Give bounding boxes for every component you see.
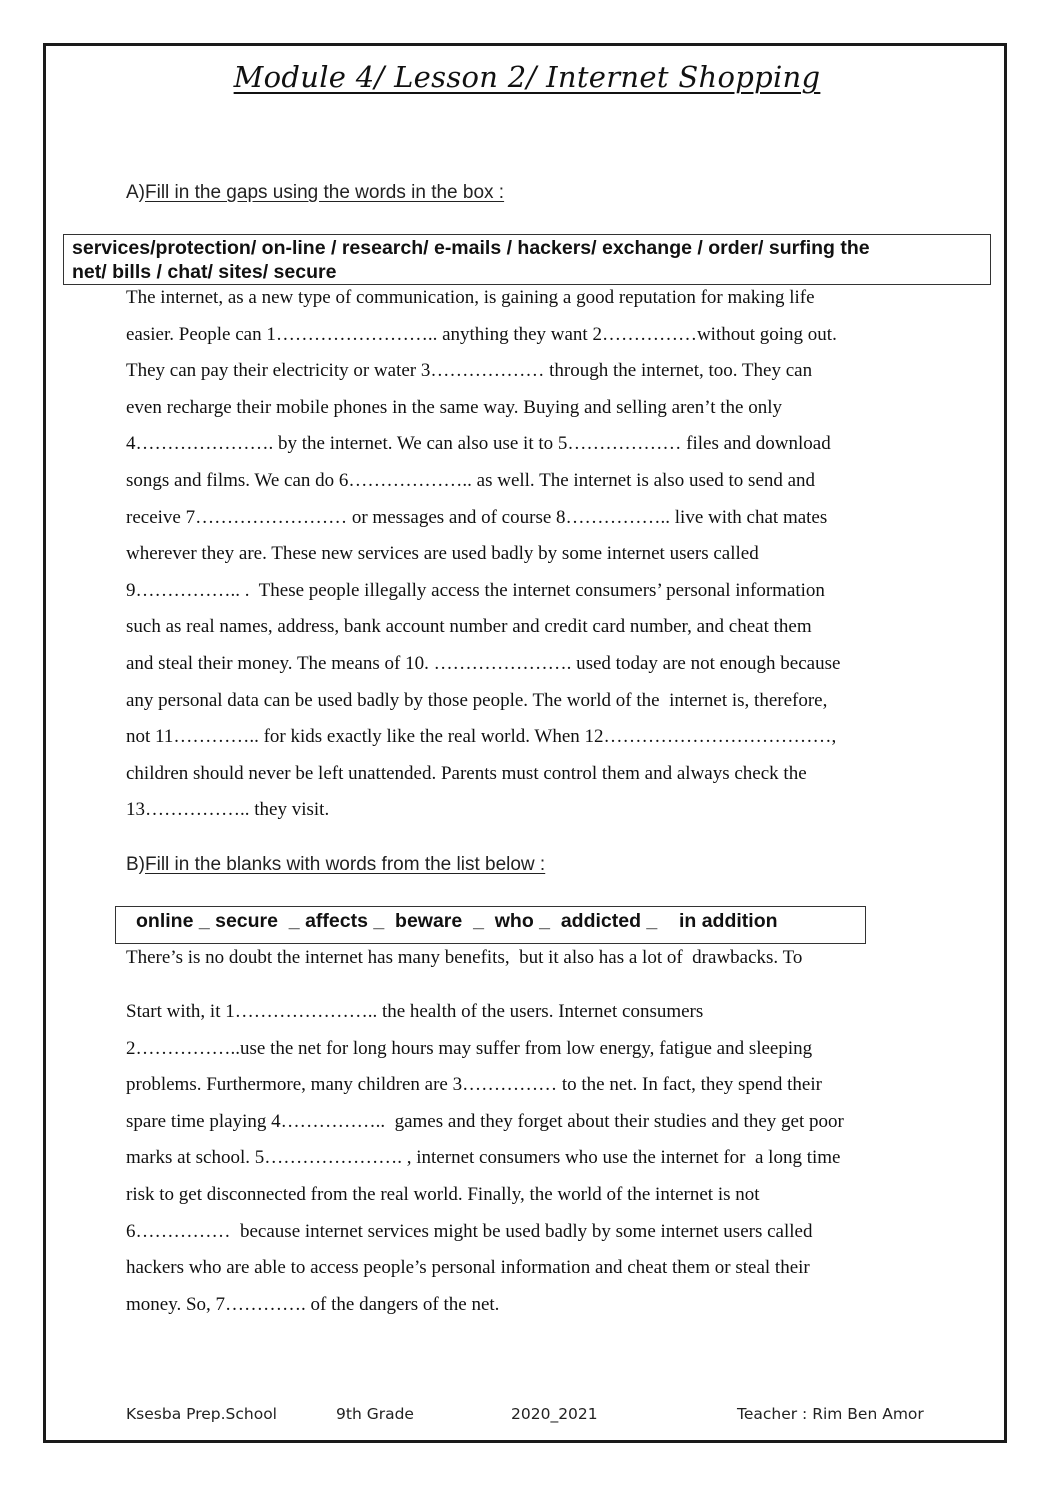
paragraph-line: 6…………… because internet services might be used badly by some internet users called [126, 1220, 813, 1242]
section-a-paragraph [126, 286, 946, 835]
footer-teacher: Teacher : Rim Ben Amor [737, 1405, 924, 1423]
paragraph-line: easier. People can 1…………………….. anything they want 2……………without going out. [126, 323, 837, 345]
section-b-prefix: B) [126, 854, 145, 875]
footer-grade: 9th Grade [336, 1405, 414, 1423]
title-text: Module 4/ Lesson 2/ Internet Shopping [233, 60, 821, 94]
paragraph-line: The internet, as a new type of communication, is gaining a good reputation for making life [126, 287, 815, 308]
paragraph-line: money. So, 7…………. of the dangers of the net. [126, 1293, 500, 1315]
paragraph-line: wherever they are. These new services are used badly by some internet users called [126, 543, 759, 565]
word-box-line: services/protection/ on-line / research/ e-mails / hackers/ exchange / order/ surfing the [72, 237, 870, 259]
section-b-first-line [126, 946, 946, 983]
word-box-list: online _ secure _ affects _ beware _ who _ addicted _ in addition [136, 910, 778, 932]
paragraph-line: even recharge their mobile phones in the same way. Buying and selling aren’t the only [126, 396, 783, 418]
paragraph-line: hackers who are able to access people’s personal information and cheat them or steal their [126, 1257, 810, 1279]
paragraph-line: 9…………….. . These people illegally access the internet consumers’ personal information [126, 579, 825, 601]
section-b-instruction-text: Fill in the blanks with words from the list below : [145, 854, 546, 875]
paragraph-line: There’s is no doubt the internet has many benefits, but it also has a lot of drawbacks. To [126, 947, 803, 968]
paragraph-line: problems. Furthermore, many children are 3…………… to the net. In fact, they spend their [126, 1074, 822, 1096]
footer-school: Ksesba Prep.School [126, 1405, 277, 1423]
paragraph-line: Start with, it 1………………….. the health of the users. Internet consumers [126, 1001, 704, 1022]
paragraph-line: any personal data can be used badly by those people. The world of the internet is, therefore, [126, 689, 828, 711]
paragraph-line: spare time playing 4…………….. games and they forget about their studies and they get poor [126, 1110, 844, 1132]
paragraph-line: such as real names, address, bank account number and credit card number, and cheat them [126, 616, 812, 638]
paragraph-line: marks at school. 5…………………. , internet consumers who use the internet for a long time [126, 1147, 841, 1169]
section-b-instruction [126, 854, 545, 876]
paragraph-line: and steal their money. The means of 10. …………………. used today are not enough because [126, 652, 841, 674]
section-a-instruction [126, 182, 504, 204]
section-a-instruction-text: Fill in the gaps using the words in the box : [145, 182, 505, 203]
paragraph-line: 2……………..use the net for long hours may suffer from low energy, fatigue and sleeping [126, 1037, 813, 1059]
section-b-word-box [115, 906, 866, 944]
paragraph-line: receive 7…………………… or messages and of course 8…………….. live with chat mates [126, 506, 828, 528]
paragraph-line: children should never be left unattended. Parents must control them and always check the [126, 762, 807, 784]
word-box-line: net/ bills / chat/ sites/ secure [72, 261, 337, 283]
paragraph-line: risk to get disconnected from the real world. Finally, the world of the internet is not [126, 1183, 760, 1205]
footer-year: 2020_2021 [511, 1405, 598, 1423]
paragraph-line: songs and films. We can do 6……………….. as well. The internet is also used to send and [126, 469, 816, 491]
paragraph-line: 13…………….. they visit. [126, 799, 330, 821]
section-a-prefix: A) [126, 182, 145, 203]
section-b-paragraph [126, 1000, 946, 1329]
section-a-word-box [63, 234, 991, 285]
paragraph-line: not 11………….. for kids exactly like the real world. When 12………………………………, [126, 726, 837, 748]
paragraph-line: 4…………………. by the internet. We can also use it to 5……………… files and download [126, 433, 831, 455]
paragraph-line: They can pay their electricity or water 3……………… through the internet, too. They can [126, 360, 813, 382]
page-title [0, 60, 1054, 94]
